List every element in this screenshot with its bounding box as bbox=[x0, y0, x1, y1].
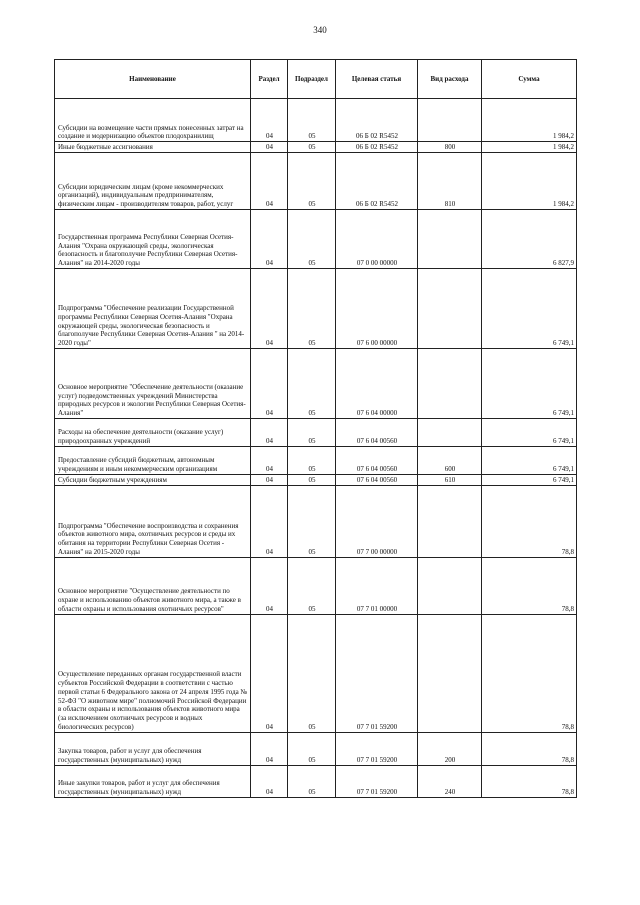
cell-name: Расходы на обеспечение деятельности (оказание услуг) природоохранных учреждений bbox=[55, 418, 251, 446]
cell-razdel: 04 bbox=[251, 474, 288, 485]
cell-name: Иные бюджетные ассигнования bbox=[55, 142, 251, 153]
cell-podrazdel: 05 bbox=[288, 732, 336, 765]
cell-razdel: 04 bbox=[251, 268, 288, 348]
cell-statya: 07 7 01 59200 bbox=[336, 732, 418, 765]
cell-summa: 1 984,2 bbox=[482, 142, 577, 153]
cell-statya: 07 6 04 00560 bbox=[336, 474, 418, 485]
table-row bbox=[55, 485, 577, 557]
cell-vid bbox=[418, 99, 482, 142]
cell-statya: 07 6 00 00000 bbox=[336, 268, 418, 348]
cell-razdel: 04 bbox=[251, 209, 288, 268]
cell-name: Подпрограмма "Обеспечение реализации Государственной программы Республики Северная Осетия-Алания "Охрана окружающей среды, экологическая безопасность и благополучие Республики Северная Осетия-Алания " на 2014-2020 годы" bbox=[55, 268, 251, 348]
cell-summa: 78,8 bbox=[482, 732, 577, 765]
cell-vid bbox=[418, 209, 482, 268]
cell-podrazdel: 05 bbox=[288, 557, 336, 614]
cell-razdel: 04 bbox=[251, 614, 288, 732]
cell-razdel: 04 bbox=[251, 152, 288, 209]
cell-summa: 78,8 bbox=[482, 614, 577, 732]
cell-summa: 6 827,9 bbox=[482, 209, 577, 268]
cell-name: Субсидии бюджетным учреждениям bbox=[55, 474, 251, 485]
cell-summa: 78,8 bbox=[482, 765, 577, 797]
cell-razdel: 04 bbox=[251, 765, 288, 797]
table-row bbox=[55, 348, 577, 418]
page-number: 340 bbox=[313, 25, 327, 35]
cell-vid bbox=[418, 485, 482, 557]
cell-name: Государственная программа Республики Северная Осетия-Алания "Охрана окружающей среды, экологическая безопасность и благополучие Республики Северная Осетия-Алания" на 2014-2020 годы bbox=[55, 209, 251, 268]
cell-name: Подпрограмма "Обеспечение воспроизводства и сохранения объектов животного мира, охотничьих ресурсов и среды их обитания на территории Республики Северная Осетия - Алания" на 2015-2020 годы bbox=[55, 485, 251, 557]
table-row bbox=[55, 474, 577, 485]
cell-name: Предоставление субсидий бюджетным, автономным учреждениям и иным некоммерческим организациям bbox=[55, 446, 251, 474]
cell-razdel: 04 bbox=[251, 485, 288, 557]
table-row bbox=[55, 732, 577, 765]
cell-summa: 6 749,1 bbox=[482, 474, 577, 485]
cell-vid bbox=[418, 614, 482, 732]
cell-podrazdel: 05 bbox=[288, 152, 336, 209]
cell-statya: 07 7 01 59200 bbox=[336, 614, 418, 732]
cell-podrazdel: 05 bbox=[288, 348, 336, 418]
table-row bbox=[55, 557, 577, 614]
cell-statya: 07 6 04 00000 bbox=[336, 348, 418, 418]
cell-statya: 07 0 00 00000 bbox=[336, 209, 418, 268]
table-row bbox=[55, 418, 577, 446]
cell-name: Основное мероприятие "Обеспечение деятельности (оказание услуг) подведомственных учреждений Министерства природных ресурсов и экологии Республики Северная Осетия-Алания" bbox=[55, 348, 251, 418]
cell-statya: 06 Б 02 R5452 bbox=[336, 99, 418, 142]
budget-table bbox=[54, 59, 577, 798]
cell-summa: 1 984,2 bbox=[482, 152, 577, 209]
cell-summa: 6 749,1 bbox=[482, 446, 577, 474]
cell-podrazdel: 05 bbox=[288, 418, 336, 446]
cell-vid: 600 bbox=[418, 446, 482, 474]
cell-name: Субсидии юридическим лицам (кроме некоммерческих организаций), индивидуальным предпринимателям, физическим лицам - производителям товаров, работ, услуг bbox=[55, 152, 251, 209]
cell-statya: 06 Б 02 R5452 bbox=[336, 152, 418, 209]
cell-razdel: 04 bbox=[251, 348, 288, 418]
cell-podrazdel: 05 bbox=[288, 614, 336, 732]
cell-razdel: 04 bbox=[251, 732, 288, 765]
cell-statya: 06 Б 02 R5452 bbox=[336, 142, 418, 153]
header-summa: Сумма bbox=[482, 60, 577, 99]
cell-statya: 07 7 01 59200 bbox=[336, 765, 418, 797]
header-podrazdel: Подраздел bbox=[288, 60, 336, 99]
cell-statya: 07 7 01 00000 bbox=[336, 557, 418, 614]
cell-statya: 07 6 04 00560 bbox=[336, 418, 418, 446]
cell-podrazdel: 05 bbox=[288, 474, 336, 485]
cell-vid: 200 bbox=[418, 732, 482, 765]
table-row bbox=[55, 142, 577, 153]
cell-name: Закупка товаров, работ и услуг для обеспечения государственных (муниципальных) нужд bbox=[55, 732, 251, 765]
header-vid: Вид расхода bbox=[418, 60, 482, 99]
cell-name: Субсидии на возмещение части прямых понесенных затрат на создание и модернизацию объектов плодохранилищ bbox=[55, 99, 251, 142]
cell-razdel: 04 bbox=[251, 557, 288, 614]
cell-vid bbox=[418, 418, 482, 446]
cell-name: Осуществление переданных органам государственной власти субъектов Российской Федерации в соответствии с частью первой статьи 6 Федерального закона от 24 апреля 1995 года № 52-ФЗ "О животном мире" полномочий Российской Федерации в области охраны и использования объектов животного мира (за исключением охотничьих ресурсов и водных биологических ресурсов) bbox=[55, 614, 251, 732]
cell-vid: 240 bbox=[418, 765, 482, 797]
cell-podrazdel: 05 bbox=[288, 142, 336, 153]
cell-statya: 07 6 04 00560 bbox=[336, 446, 418, 474]
cell-summa: 78,8 bbox=[482, 557, 577, 614]
cell-vid: 610 bbox=[418, 474, 482, 485]
cell-podrazdel: 05 bbox=[288, 209, 336, 268]
cell-name: Иные закупки товаров, работ и услуг для обеспечения государственных (муниципальных) нужд bbox=[55, 765, 251, 797]
cell-podrazdel: 05 bbox=[288, 268, 336, 348]
cell-podrazdel: 05 bbox=[288, 765, 336, 797]
header-name: Наименование bbox=[55, 60, 251, 99]
table-row bbox=[55, 209, 577, 268]
cell-statya: 07 7 00 00000 bbox=[336, 485, 418, 557]
table-row bbox=[55, 99, 577, 142]
header-razdel: Раздел bbox=[251, 60, 288, 99]
cell-podrazdel: 05 bbox=[288, 446, 336, 474]
cell-name: Основное мероприятие "Осуществление деятельности по охране и использованию объектов животного мира, а также в области охраны и использования охотничьих ресурсов" bbox=[55, 557, 251, 614]
cell-summa: 6 749,1 bbox=[482, 348, 577, 418]
cell-vid bbox=[418, 348, 482, 418]
cell-razdel: 04 bbox=[251, 418, 288, 446]
cell-summa: 78,8 bbox=[482, 485, 577, 557]
cell-podrazdel: 05 bbox=[288, 485, 336, 557]
cell-podrazdel: 05 bbox=[288, 99, 336, 142]
cell-razdel: 04 bbox=[251, 446, 288, 474]
cell-razdel: 04 bbox=[251, 142, 288, 153]
table-header-row bbox=[55, 60, 577, 99]
cell-summa: 6 749,1 bbox=[482, 268, 577, 348]
table-row bbox=[55, 765, 577, 797]
cell-vid: 800 bbox=[418, 142, 482, 153]
cell-vid bbox=[418, 268, 482, 348]
cell-vid bbox=[418, 557, 482, 614]
table-row bbox=[55, 268, 577, 348]
cell-razdel: 04 bbox=[251, 99, 288, 142]
cell-summa: 6 749,1 bbox=[482, 418, 577, 446]
cell-summa: 1 984,2 bbox=[482, 99, 577, 142]
table-row bbox=[55, 446, 577, 474]
header-statya: Целевая статья bbox=[336, 60, 418, 99]
table-row bbox=[55, 152, 577, 209]
cell-vid: 810 bbox=[418, 152, 482, 209]
table-row bbox=[55, 614, 577, 732]
